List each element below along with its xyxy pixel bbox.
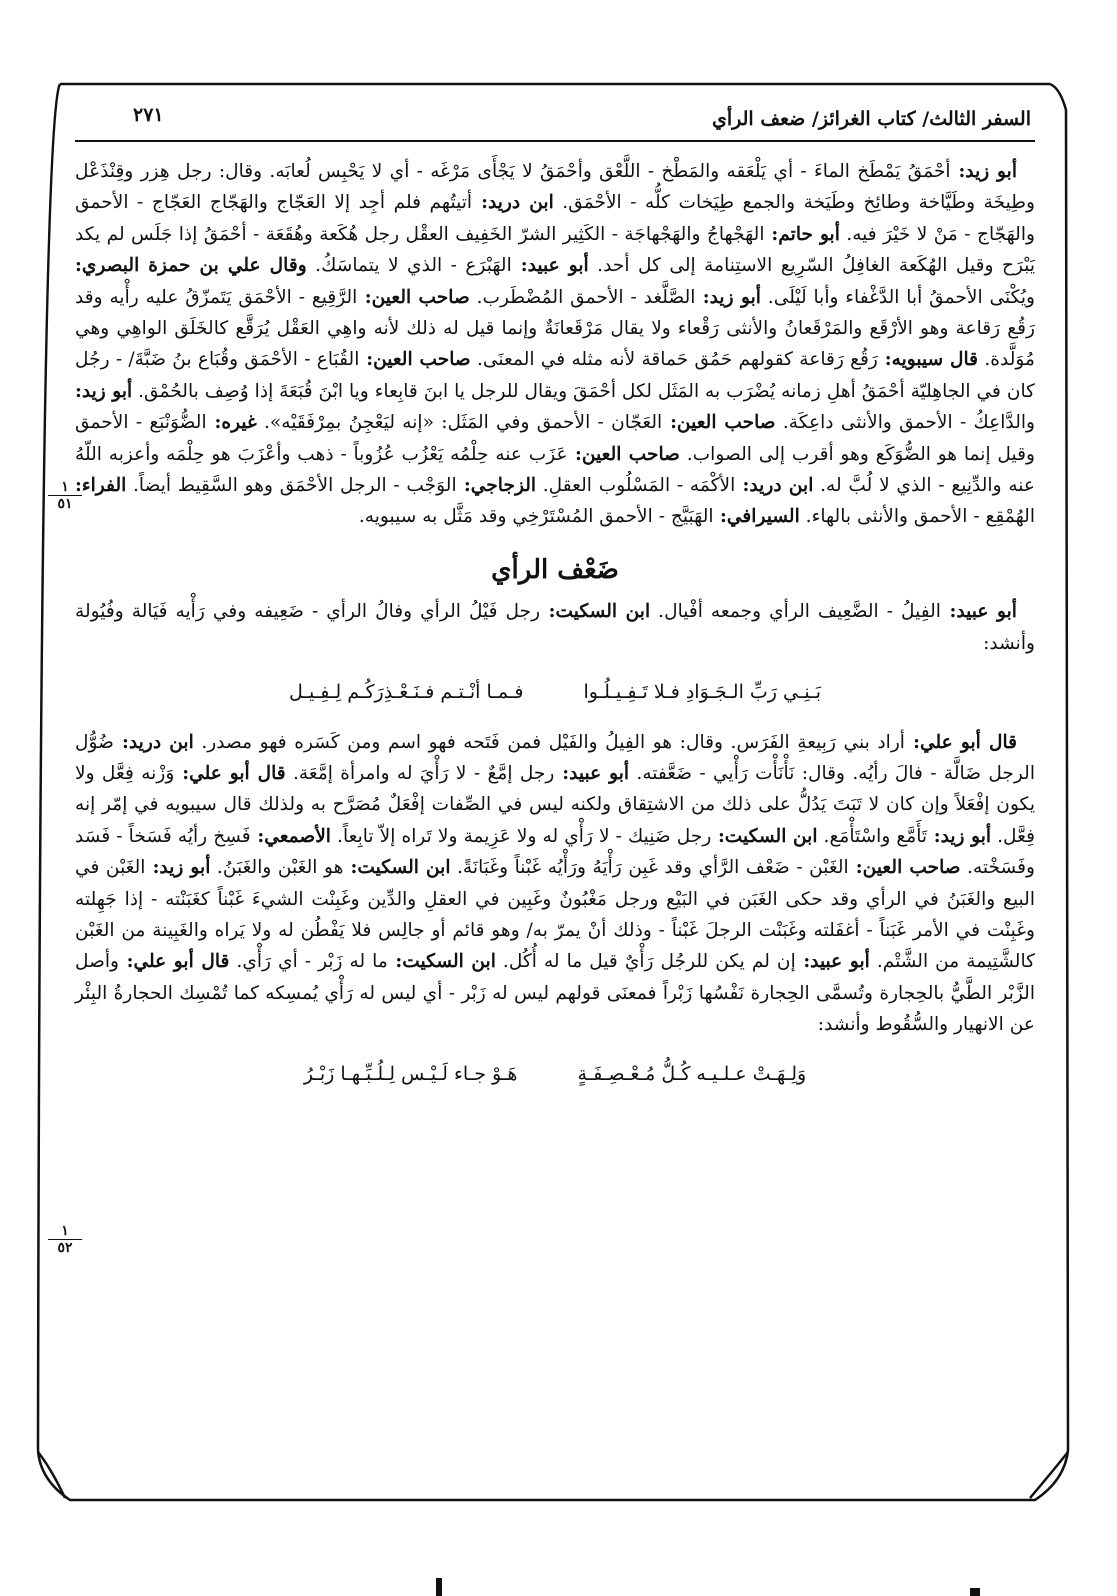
text-run: رجل إمَّعٌ - لا رَأْيَ له وامرأة إمَّعَة.	[285, 762, 555, 784]
scan-artifact	[436, 1578, 442, 1596]
text-run: الهَبَيَّج - الأحمق المُسْتَرْخِي وقد مَثَّل به سيبويه.	[358, 506, 714, 528]
paragraph-idiocy	[75, 156, 1035, 533]
speaker-name: أبو زيد:	[75, 380, 133, 402]
speaker-name: أبو زيد:	[145, 857, 211, 879]
speaker-name: أبو زيد:	[927, 825, 992, 847]
text-run: أتيتُهم فلم أجِد إلا العَجّاج والهَجّاج العَجّاج - الأحمق والهَجّاج - مَنْ لا خَيْرَ فيه.	[75, 192, 1035, 245]
verse-line	[75, 677, 1035, 708]
text-run: رجل فَيْلُ الرأي وفالُ الرأي - ضَعِيفه وفي رَأْيه فَيَالة وفُيُولة وأنشد:	[75, 601, 1035, 654]
verse-hemistich-first: وَلِـهَـتْ عـلـيـه كُـلُّ مُـعْـصِـفَـةٍ	[577, 1062, 807, 1085]
speaker-name: ابن دريد:	[113, 731, 194, 753]
speaker-name: السيرافي:	[713, 506, 800, 528]
speaker-name: ابن السكيت:	[387, 951, 496, 973]
text-run: الفِيلُ - الضَّعِيف الرأي وجمعه أفْيال.	[650, 601, 941, 623]
text-run: عَزَب عنه حِلْمُه يَعْزُب عُزُوباً - ذهب وأعْزَبَ هو حِلْمَه وأعزبه اللّهُ عنه والدِّنِيع - الذي لا لُبَّ له.	[75, 443, 1035, 497]
scan-artifact	[970, 1588, 980, 1596]
text-run: ما له زَبْر - أي رَأْي.	[229, 951, 388, 973]
speaker-name: ابن دريد:	[735, 475, 814, 497]
text-run: العَجّان - الأحمق وفي المَثَل: «إنه ليَعْجِنُ بمِرْفَقَيْه».	[256, 412, 663, 434]
text-run: إن لم يكن للرجُل رَأْيٌ قيل ما له أُكُل.	[495, 951, 796, 973]
speaker-name: أبو عبيد:	[940, 601, 1017, 623]
section-title: ضَعْف الرأي	[491, 554, 619, 585]
text-run: الوَجْب - الرجل الأحْمَق وهو السَّقِيط أيضاً.	[126, 475, 457, 497]
speaker-name: قال أبو علي:	[119, 951, 230, 973]
text-run: ضُوُّل الرجل ضَالَّة - فالَ رأيُه. وقال: نَأْنَأْت رَأْيي - ضَعَّفته.	[75, 731, 1035, 784]
speaker-name: أبو عبيد:	[554, 762, 630, 784]
margin-folio-note: ١ ٥١	[48, 480, 82, 511]
text-run: الأكْمَه - المَسْلُوب العقلِ.	[536, 475, 736, 497]
speaker-name: أبو زيد:	[695, 286, 761, 308]
document-page	[75, 96, 1035, 1446]
page-number: ٢٧١	[133, 104, 164, 126]
text-run: والدَّاعِكُ - الأحمق والأنثى داعِكَة.	[775, 412, 1036, 434]
running-title: السفر الثالث/ كتاب الغرائز/ ضعف الرأي	[712, 108, 1031, 130]
text-run: هو الغَبْن والغَبَنُ.	[210, 857, 344, 879]
text-run: وَزْنه فِعَّل ولا يكون إفْعَلاً وإن كان لا تَبَتَ يَدُلُّ على ذلك من الاشتِقاق ولكنه ليس في الصِّفات إفْعَلٌ مُصَرَّح به ولذلك قال سيبويه في إمّر إنه فِعَّل.	[75, 762, 1035, 847]
verse-hemistich-second: فـمـا أنْـتـم فـنَـعْـذِرَكُـم لِـفِـيـل	[289, 681, 524, 704]
speaker-name: أبو عبيد:	[795, 951, 870, 973]
speaker-name: ابن السكيت:	[343, 857, 451, 879]
verse-line	[75, 1059, 1035, 1090]
text-run: القُبَاع - الأحْمَق وقُبَاع بنُ ضَبَّةَ/ - رجُل كان في الجاهِليّة أحْمَقُ أهلِ زمانه يُضْرَب به المَثَل لكل أحْمَقَ ويقال للرجل يا ابنَ قابِعاء ويا ابْنَ قُبَعَةَ إذا وُصِف بالحُمْق.	[75, 349, 1035, 402]
page-header	[75, 96, 1035, 142]
text-run: فَسِخ رأيُه فَسَخاً - فَسَد وفَسَخْته.	[75, 825, 1036, 879]
text-run: الصَّلَّغد - الأحمق المُضْطَرب.	[469, 286, 696, 308]
text-run: الهَجْهاجُ والهَجْهاجَة - الكَثِير الشرّ الخَفِيف العقْل رجل هُكَعة وهُقَعَة - أحْمَقُ إذا جَلَس لم يكد يَبْرَح وقيل الهُكَعة الغافِلُ السّرِيع الاستِنامة إلى كل أحد.	[75, 223, 1035, 277]
speaker-name: قال أبو علي:	[174, 762, 286, 784]
verse-hemistich-first: بَـنِـي رَبِّ الـجَـوَادِ فـلا تَـفِـيـلُـوا	[583, 681, 821, 704]
text-run: وأصل الزَّبْر الطَّيُّ بالحِجارة وتُسمَّى الحِجارة نَفْسُها زَبْراً فمعنَى قولهم ليس له زَبْر - أي ليس له رَأْي يُمسِكه كما تُمْسِك الحجارةُ البِئْر عن الانهيار والسُّقُوط وأنشد:	[75, 951, 1035, 1036]
speaker-name: صاحب العين:	[359, 349, 471, 371]
speaker-name: أبو حاتم:	[764, 223, 840, 245]
text-run: ويُكْنَى الأحمقُ أبا الدَّغْفاء وأبا لَيْلَى.	[760, 286, 1036, 308]
paragraph-weak-opinion	[75, 727, 1035, 1041]
text-run: الغَبْن - ضَعْف الرَّأي وقد غَبِن رَأْيَهُ ورَأْيُه غَبْناً وغَبَانَةً.	[450, 857, 849, 879]
body-text	[75, 156, 1035, 1090]
text-run: الضُّوَنْبَع - الأحمق وقيل إنما هو الضُّوَكَع وهو أقرب إلى الصواب.	[75, 412, 1035, 465]
speaker-name: ابن السكيت:	[711, 825, 818, 847]
speaker-name: الأصمعي:	[250, 825, 331, 847]
speaker-name: غيره:	[206, 412, 257, 434]
speaker-name: قال سيبويه:	[877, 349, 979, 371]
speaker-name: الفراء:	[75, 475, 127, 497]
speaker-name: قال أبو علي:	[904, 731, 1018, 753]
text-run: رَقُع رَقاعة كقولهم حَمُق حَماقة لأنه مثله في المعنَى.	[470, 349, 878, 371]
speaker-name: صاحب العين:	[567, 443, 680, 465]
verse-hemistich-second: هَـوْ جـاء لَـيْـس لِـلُـبِّـهـا زَبْـرُ	[303, 1062, 518, 1085]
speaker-name: ابن السكيت:	[540, 601, 651, 623]
text-run: تَأَمَّع واسْتَأْمَع.	[817, 825, 928, 847]
text-run: الهُمْقِع - الأحمق والأنثى بالهاء.	[799, 506, 1035, 528]
text-run: رجل ضَنِيك - لا رَأْي له ولا عَزِيمة ولا تَراه إلاّ تابِعاً.	[330, 825, 712, 847]
speaker-name: صاحب العين:	[662, 412, 776, 434]
margin-folio-note: ١ ٥٢	[48, 1224, 82, 1255]
text-run: الهَبْرَع - الذي لا يتماسَكُ.	[306, 255, 512, 277]
paragraph-weak-opinion-intro	[75, 596, 1035, 659]
speaker-name: الزجاجي:	[456, 475, 537, 497]
speaker-name: صاحب العين:	[357, 286, 470, 308]
text-run: الغَبْن في البيع والغَبَنُ في الرأي وقد حكى الغَبَن في البَيْع ورجل مَغْبُونٌ وغَبِين في العقلِ والدِّين وغَبِنْت الشيءَ غَبْناً كغَبَنْته - إذا جَهِلته وغَبِنْت في الأمر غَبَناً - أغفَلته وغَبَنْت الرجلَ غَبْناً - وذلك أنْ يمرّ به/ وهو قائم أو جالِس فلا يَفْطُن له ولا يَراه والغَبِينة من الغَبْن كالشَّتِيمة من الشَّتْم.	[75, 857, 1035, 973]
speaker-name: وقال علي بن حمزة البصري:	[75, 255, 307, 277]
speaker-name: أبو زيد:	[950, 161, 1018, 182]
text-run: أحْمَقُ يَمْطَخ الماءَ - أي يَلْعَقه والمَطْخ - اللَّعْق وأحْمَقُ لا يَجْأَى مَرْغَه - أي لا يَحْبِس لُعابَه. وقال: رجل هِزر وقِنْذَعْل وطِيخَة وطَيَّاخة وطائِخ وطَيَخة والجمع طِيَخات كلُّه - الأحْمَق.	[75, 161, 1036, 214]
speaker-name: ابن دريد:	[472, 192, 554, 214]
text-run: الرَّقِيع - الأحْمَق يَتَمزّقُ عليه رأْيه وقد رَقُع رَقاعة وهو الأرْقَع والمَرْقَعانُ والأنثى رَقْعاء ولا يقال مَرْقَعانَةٌ وإنما قيل له ذلك لأنه واهِي العَقْل يُرَقَّع كالخَلَق الواهِي وهي مُوَلَّدة.	[75, 286, 1036, 371]
speaker-name: أبو عبيد:	[511, 255, 589, 277]
text-run: أراد بني رَبِيعةِ الفَرَس. وقال: هو الفِيلُ والفَيْل فمن فَتَحه فهو اسم ومن كَسَره فهو مصدر.	[193, 731, 905, 753]
speaker-name: صاحب العين:	[848, 857, 961, 879]
